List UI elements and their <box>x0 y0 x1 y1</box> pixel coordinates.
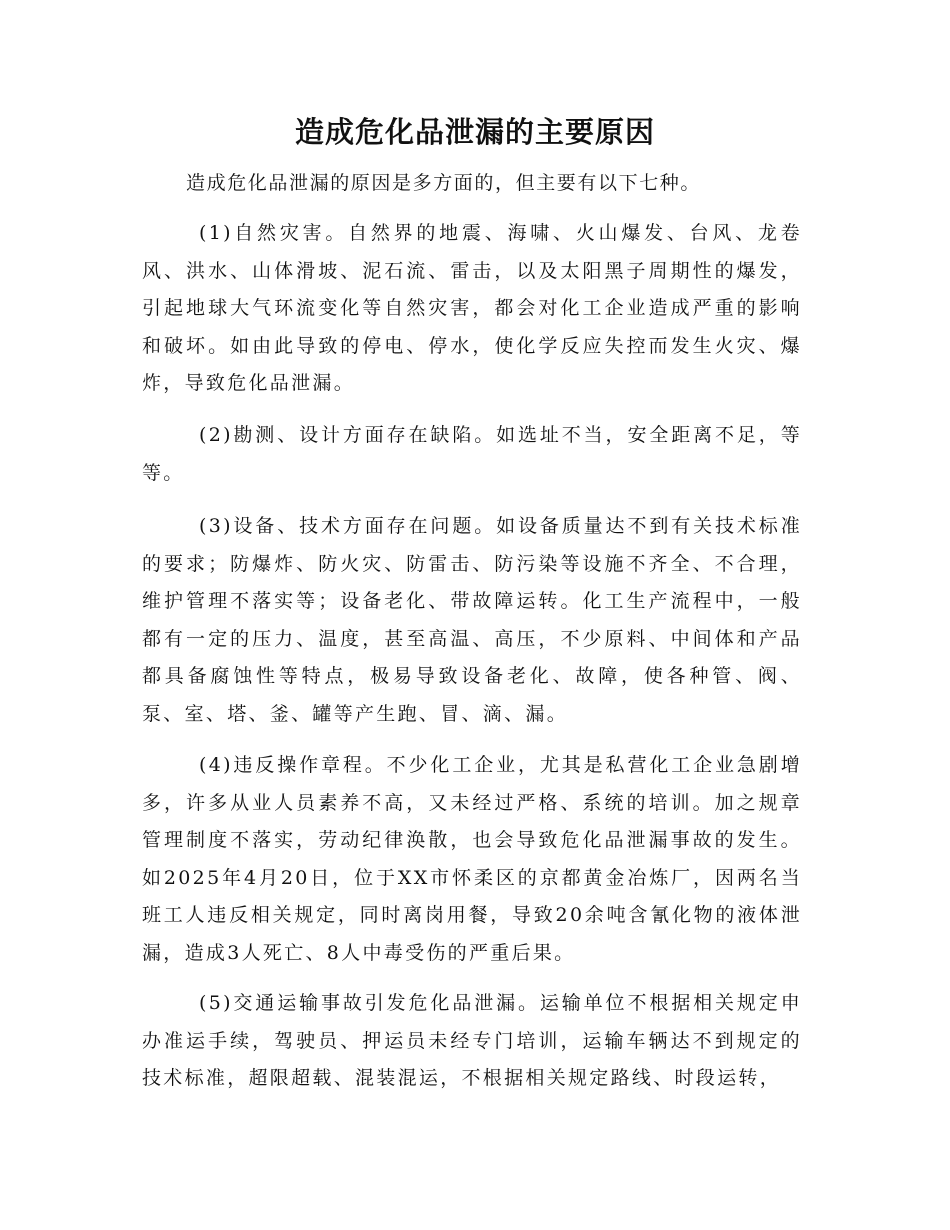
paragraph-equipment-issues: (3)设备、技术方面存在问题。如设备质量达不到有关技术标准的要求；防爆炸、防火灾、防雷击、防污染等设施不齐全、不合理，维护管理不落实等；设备老化、带故障运转。化工生产流程中，一般都有一定的压力、温度，甚至高温、高压，不少原料、中间体和产品都具备腐蚀性等特点，极易导致设备老化、故障，使各种管、阀、泵、室、塔、釜、罐等产生跑、冒、滴、漏。 <box>142 515 802 725</box>
paragraph-design-defects: (2)勘测、设计方面存在缺陷。如选址不当，安全距离不足，等等。 <box>142 424 802 484</box>
document-title: 造成危化品泄漏的主要原因 <box>294 115 655 149</box>
paragraph-operation-violations: (4)违反操作章程。不少化工企业，尤其是私营化工企业急剧增多，许多从业人员素养不高，又未经过严格、系统的培训。加之规章管理制度不落实，劳动纪律涣散，也会导致危化品泄漏事故的发生。如2025年4月20日，位于XX市怀柔区的京都黄金冶炼厂，因两名当班工人违反相关规定，同时离岗用餐，导致20余吨含氰化物的液体泄漏，造成3人死亡、8人中毒受伤的严重后果。 <box>142 754 802 964</box>
paragraph-transport-accidents: (5)交通运输事故引发危化品泄漏。运输单位不根据相关规定申办准运手续，驾驶员、押运员未经专门培训，运输车辆达不到规定的技术标准，超限超载、混装混运，不根据相关规定路线、时段运转， <box>142 992 802 1089</box>
intro-paragraph: 造成危化品泄漏的原因是多方面的，但主要有以下七种。 <box>186 172 702 194</box>
paragraph-natural-disasters: (1)自然灾害。自然界的地震、海啸、火山爆发、台风、龙卷风、洪水、山体滑坡、泥石流、雷击，以及太阳黑子周期性的爆发，引起地球大气环流变化等自然灾害，都会对化工企业造成严重的影响和破坏。如由此导致的停电、停水，使化学反应失控而发生火灾、爆炸，导致危化品泄漏。 <box>142 222 802 394</box>
